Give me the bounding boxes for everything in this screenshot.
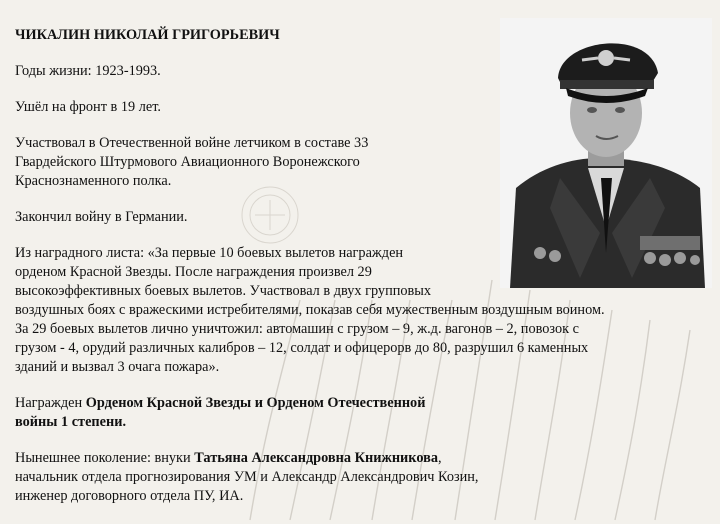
descendants-info bbox=[15, 449, 710, 506]
descendants-line: начальник отдела прогнозирования УМ и Александр Александрович Козин, bbox=[15, 469, 479, 485]
descendants-line: инженер договорного отдела ПУ, ИА. bbox=[15, 488, 244, 504]
awards-prefix: Награжден bbox=[15, 395, 86, 411]
front-info: Ушёл на фронт в 19 лет. bbox=[15, 99, 161, 115]
service-line: Участвовал в Отечественной войне летчиком в составе 33 bbox=[15, 135, 369, 151]
service-line: Краснознаменного полка. bbox=[15, 173, 172, 189]
person-name: ЧИКАЛИН НИКОЛАЙ ГРИГОРЬЕВИЧ bbox=[15, 27, 280, 43]
biography-text bbox=[15, 26, 710, 523]
descendants-prefix: Нынешнее поколение: внуки bbox=[15, 450, 195, 466]
award-line: воздушных боях с вражескими истребителями, показав себя мужественным воздушным воином. bbox=[15, 302, 605, 318]
awards-info bbox=[15, 394, 710, 432]
award-line: орденом Красной Звезды. После награждения произвел 29 bbox=[15, 264, 372, 280]
award-line: грузом - 4, орудий различных калибров – 12, солдат и офицерорв до 80, разрушил 6 каменных bbox=[15, 340, 589, 356]
award-line: За 29 боевых вылетов лично уничтожил: автомашин с грузом – 9, ж.д. вагонов – 2, повозок с bbox=[15, 321, 579, 337]
awards-orders: Орденом Красной Звезды и Орденом Отечественной bbox=[85, 395, 426, 411]
descendant-name: Татьяна Александровна Книжникова bbox=[194, 450, 438, 466]
service-info bbox=[15, 134, 490, 191]
award-line: зданий и вызвал 3 очага пожара». bbox=[15, 359, 220, 375]
life-years: Годы жизни: 1923-1993. bbox=[15, 63, 161, 79]
award-sheet-quote bbox=[15, 244, 710, 377]
descendants-comma: , bbox=[438, 450, 442, 466]
service-line: Гвардейского Штурмового Авиационного Воронежского bbox=[15, 154, 360, 170]
awards-orders-degree: войны 1 степени. bbox=[15, 414, 127, 430]
award-line: высокоэффективных боевых вылетов. Участвовал в двух групповых bbox=[15, 283, 432, 299]
war-end-info: Закончил войну в Германии. bbox=[15, 209, 188, 225]
award-line: Из наградного листа: «За первые 10 боевых вылетов награжден bbox=[15, 245, 404, 261]
